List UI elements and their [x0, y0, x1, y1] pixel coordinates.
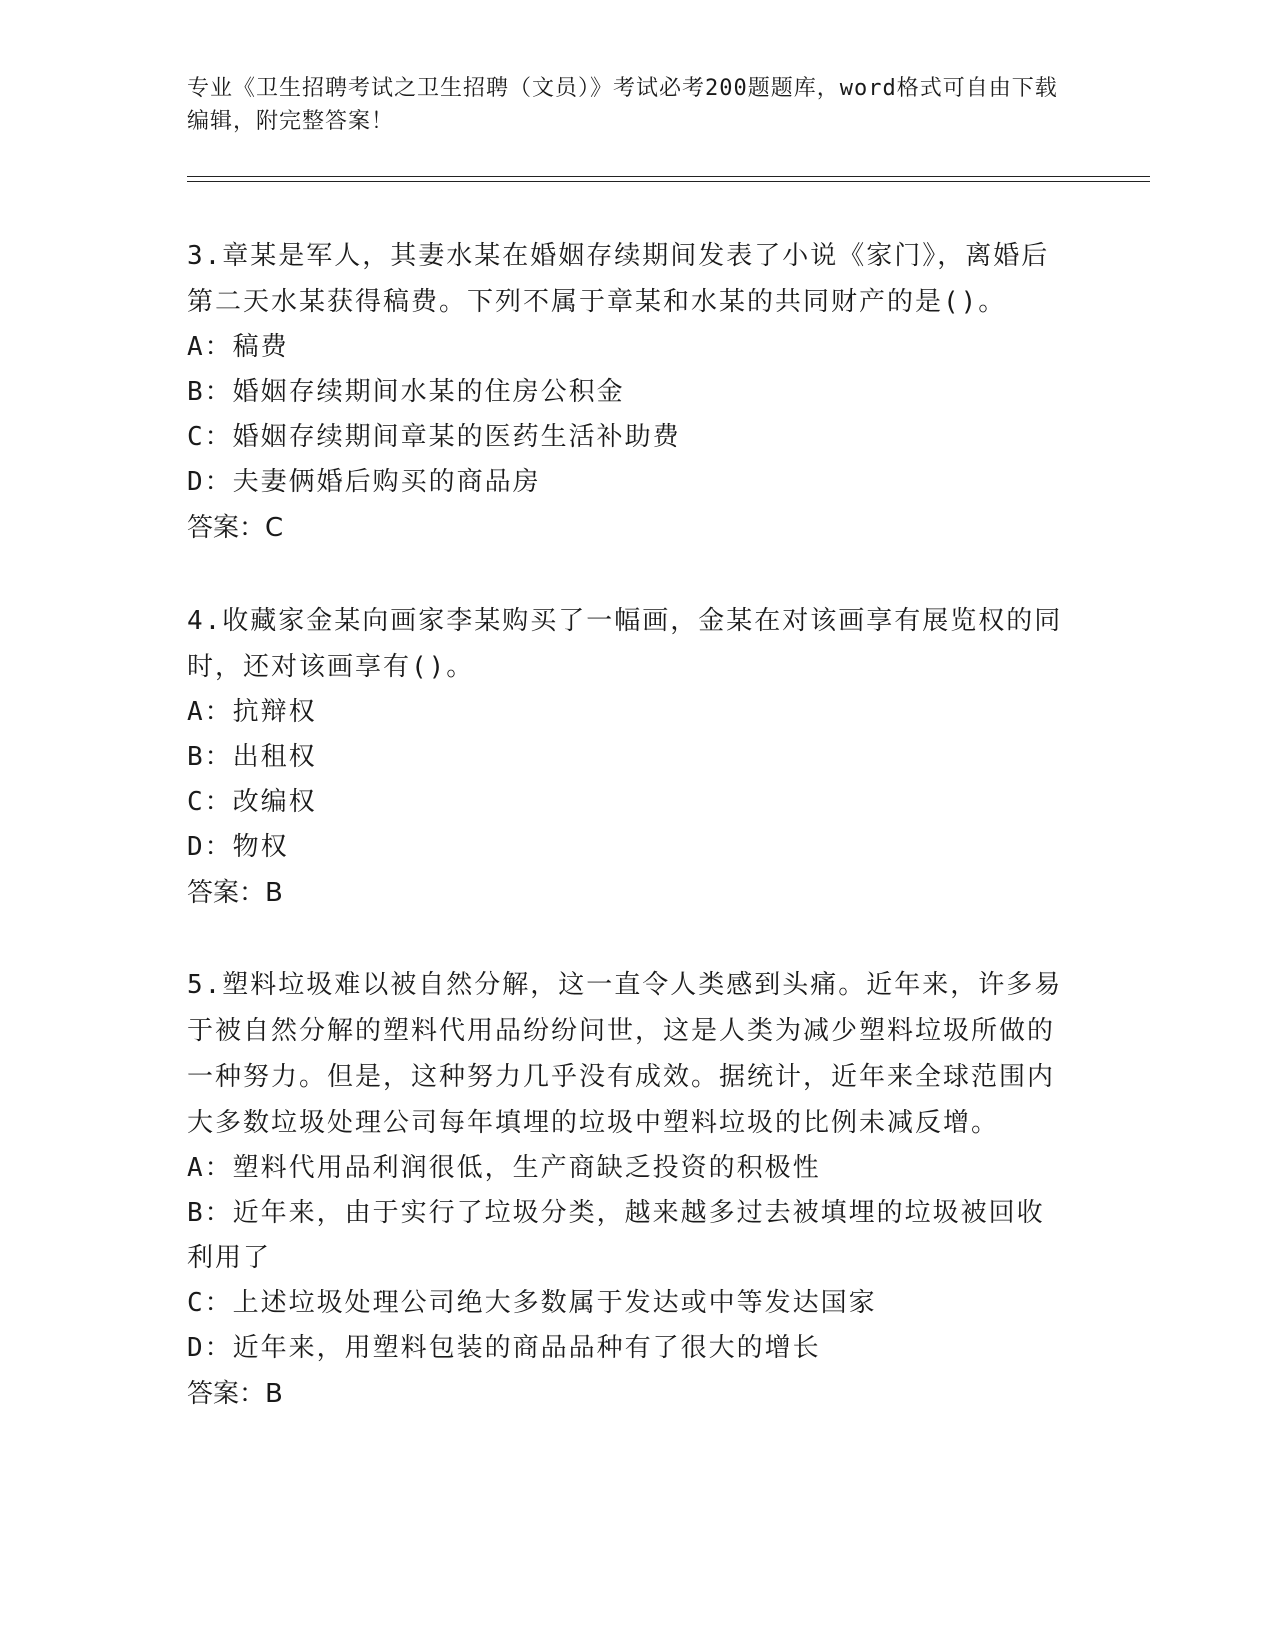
answer: 答案：C [187, 513, 284, 543]
question-4 [187, 598, 1067, 916]
option-d: D：物权 [187, 832, 289, 862]
question-3 [187, 233, 1067, 551]
option-c: C：改编权 [187, 787, 317, 817]
option-d: D：夫妻俩婚后购买的商品房 [187, 467, 541, 497]
option-b: B：婚姻存续期间水某的住房公积金 [187, 377, 625, 407]
answer: 答案：B [187, 878, 283, 908]
header-divider-top [187, 176, 1150, 177]
question-stem: 5.塑料垃圾难以被自然分解，这一直令人类感到头痛。近年来，许多易于被自然分解的塑料代用品纷纷问世，这是人类为减少塑料垃圾所做的一种努力。但是，这种努力几乎没有成效。据统计，近年来全球范围内大多数垃圾处理公司每年填埋的垃圾中塑料垃圾的比例未减反增。 [187, 970, 1063, 1138]
option-c: C：上述垃圾处理公司绝大多数属于发达或中等发达国家 [187, 1288, 877, 1318]
document-header: 专业《卫生招聘考试之卫生招聘（文员）》考试必考200题题库，word格式可自由下载编辑，附完整答案！ [187, 76, 1058, 134]
question-5 [187, 962, 1067, 1417]
option-b: B：出租权 [187, 742, 317, 772]
question-stem: 3.章某是军人，其妻水某在婚姻存续期间发表了小说《家门》，离婚后第二天水某获得稿费。下列不属于章某和水某的共同财产的是()。 [187, 241, 1050, 317]
option-b: B：近年来，由于实行了垃圾分类，越来越多过去被填埋的垃圾被回收利用了 [187, 1198, 1045, 1273]
option-a: A：塑料代用品利润很低，生产商缺乏投资的积极性 [187, 1153, 821, 1183]
option-a: A：稿费 [187, 332, 289, 362]
header-divider-bottom [187, 181, 1150, 182]
question-stem: 4.收藏家金某向画家李某购买了一幅画，金某在对该画享有展览权的同时，还对该画享有()。 [187, 606, 1063, 682]
option-c: C：婚姻存续期间章某的医药生活补助费 [187, 422, 681, 452]
answer: 答案：B [187, 1379, 283, 1409]
option-d: D：近年来，用塑料包装的商品品种有了很大的增长 [187, 1333, 821, 1363]
option-a: A：抗辩权 [187, 697, 317, 727]
